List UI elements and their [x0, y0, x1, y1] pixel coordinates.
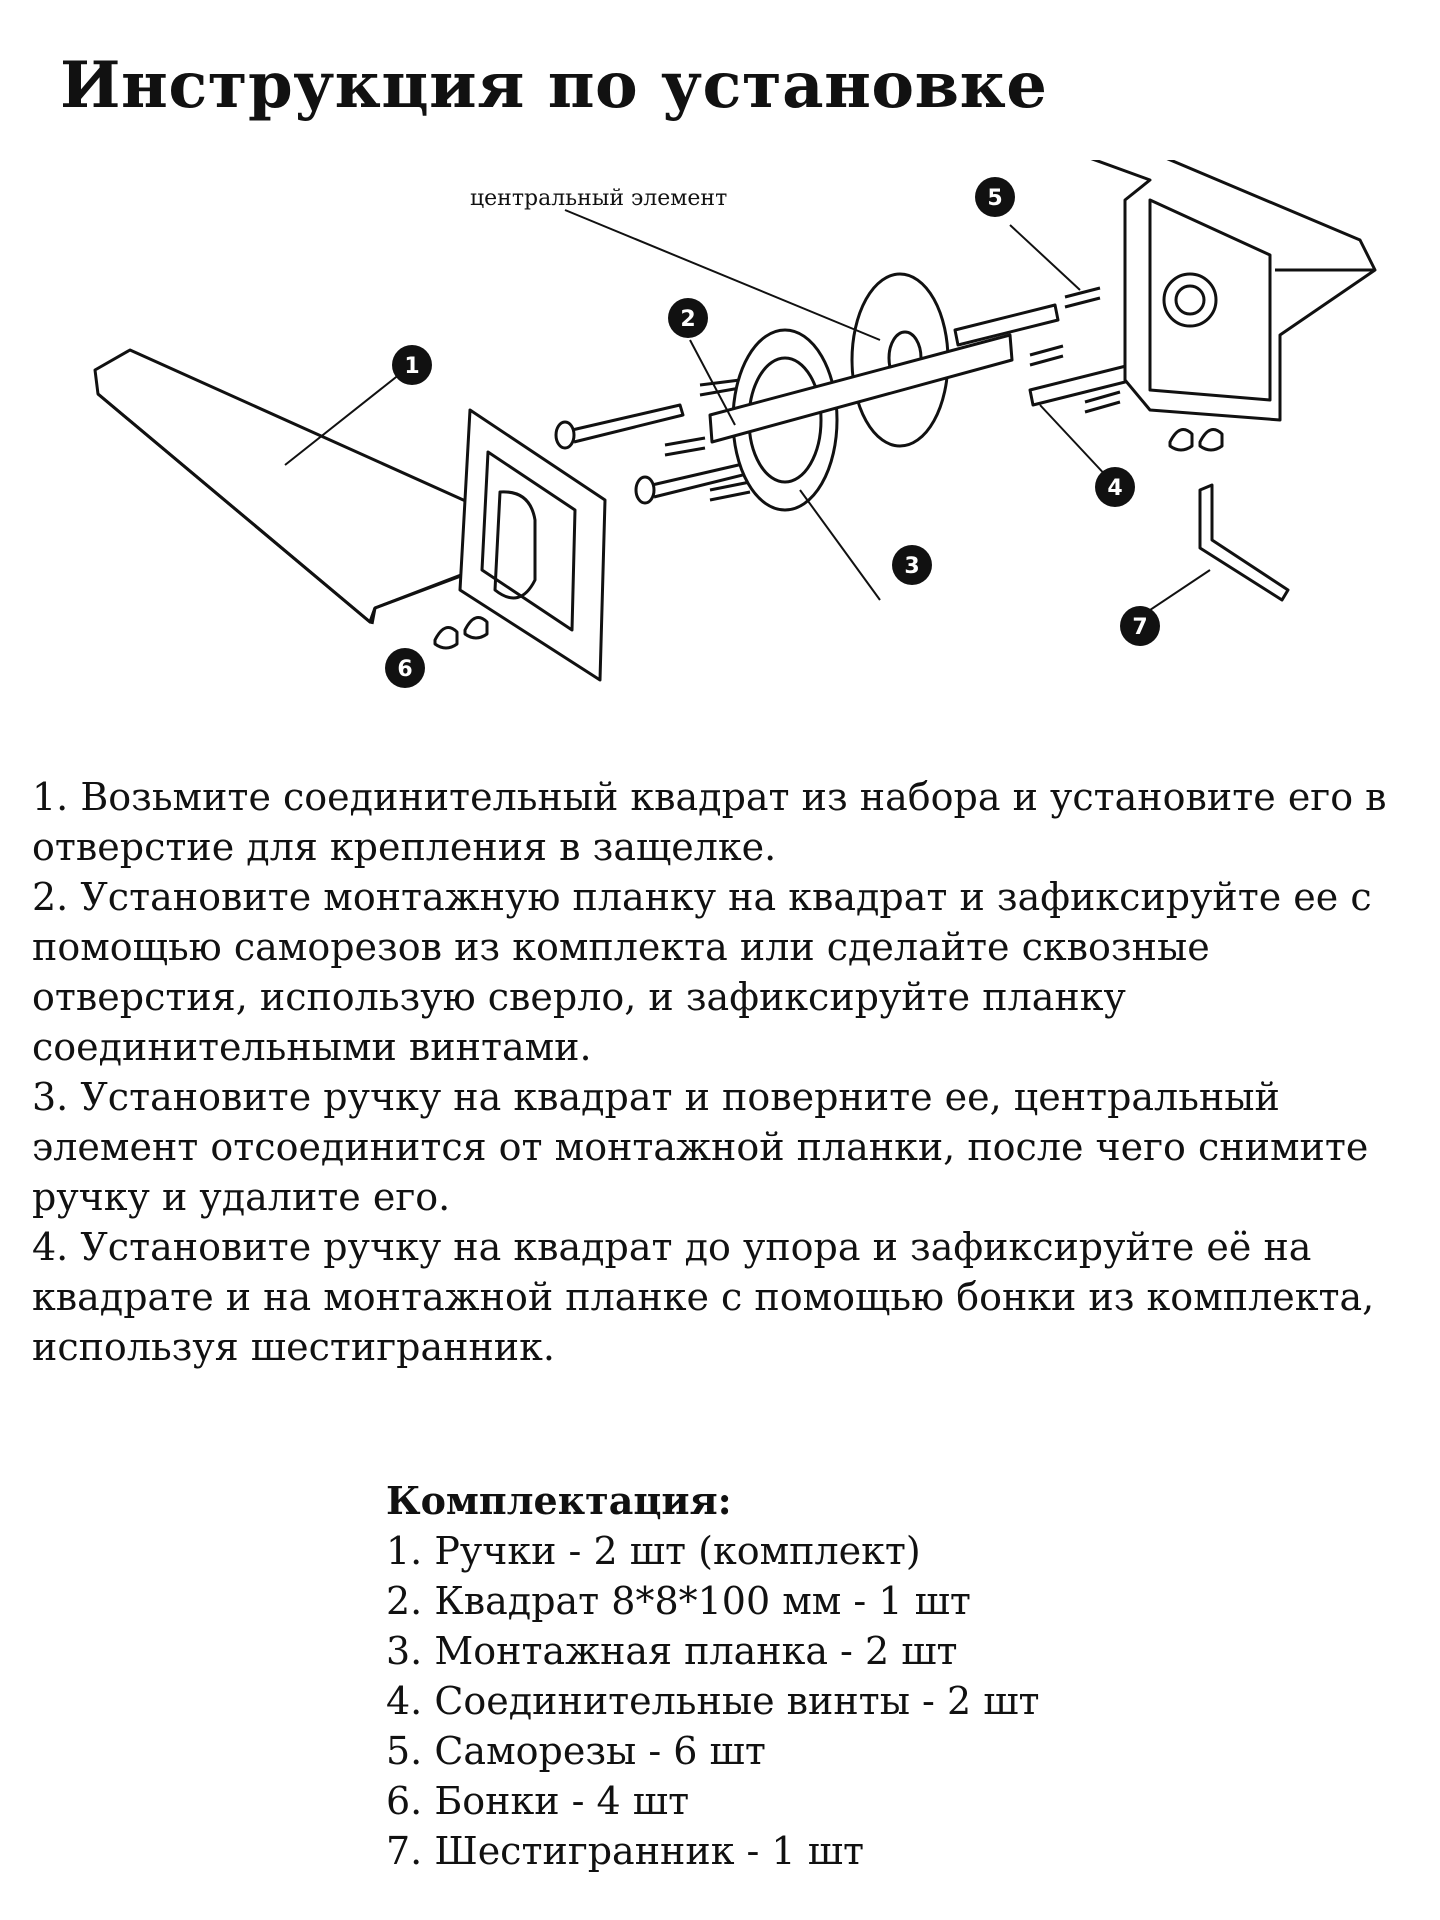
kit-item-screws: 5. Саморезы - 6 шт	[386, 1729, 766, 1773]
callout-2	[668, 298, 708, 338]
step-4: 4. Установите ручку на квадрат до упора и зафиксируйте её на квадрате и на монтажной планке с помощью бонки из комплекта, используя шестигранник.	[32, 1225, 1375, 1369]
kit-item-square: 2. Квадрат 8*8*100 мм - 1 шт	[386, 1579, 971, 1623]
callout-3	[892, 545, 932, 585]
callout-4	[1095, 467, 1135, 507]
kit-contents	[386, 1476, 1040, 1876]
callout-5	[975, 177, 1015, 217]
svg-text:1: 1	[404, 354, 420, 379]
kit-item-handles: 1. Ручки - 2 шт (комплект)	[386, 1529, 921, 1573]
svg-text:7: 7	[1132, 615, 1148, 640]
hex-key	[1200, 485, 1288, 600]
kit-title: Комплектация:	[386, 1478, 732, 1523]
step-3: 3. Установите ручку на квадрат и поверните ее, центральный элемент отсоединится от монтажной планки, после чего снимите ручку и удалите его.	[32, 1075, 1369, 1219]
callout-1	[392, 345, 432, 385]
kit-item-mounting-plate: 3. Монтажная планка - 2 шт	[386, 1629, 958, 1673]
installation-steps	[32, 772, 1422, 1372]
svg-text:2: 2	[680, 307, 696, 332]
svg-text:6: 6	[397, 657, 413, 682]
kit-item-hex-key: 7. Шестигранник - 1 шт	[386, 1829, 865, 1873]
page-title: Инструкция по установке	[60, 48, 1048, 123]
svg-text:3: 3	[904, 554, 920, 579]
callout-6	[385, 648, 425, 688]
door-handle	[95, 350, 605, 680]
step-1: 1. Возьмите соединительный квадрат из набора и установите его в отверстие для крепления в защелке.	[32, 775, 1387, 869]
callout-7	[1120, 606, 1160, 646]
kit-item-cap-nuts: 6. Бонки - 4 шт	[386, 1779, 690, 1823]
installation-diagram	[0, 160, 1440, 740]
step-2: 2. Установите монтажную планку на квадрат и зафиксируйте ее с помощью саморезов из комплекта или сделайте сквозные отверстия, использую сверло, и зафиксируйте планку соединительными винтами.	[32, 875, 1372, 1069]
svg-text:4: 4	[1107, 476, 1123, 501]
kit-item-connecting-bolts: 4. Соединительные винты - 2 шт	[386, 1679, 1040, 1723]
svg-text:5: 5	[987, 186, 1003, 211]
central-element-label: центральный элемент	[470, 186, 728, 211]
